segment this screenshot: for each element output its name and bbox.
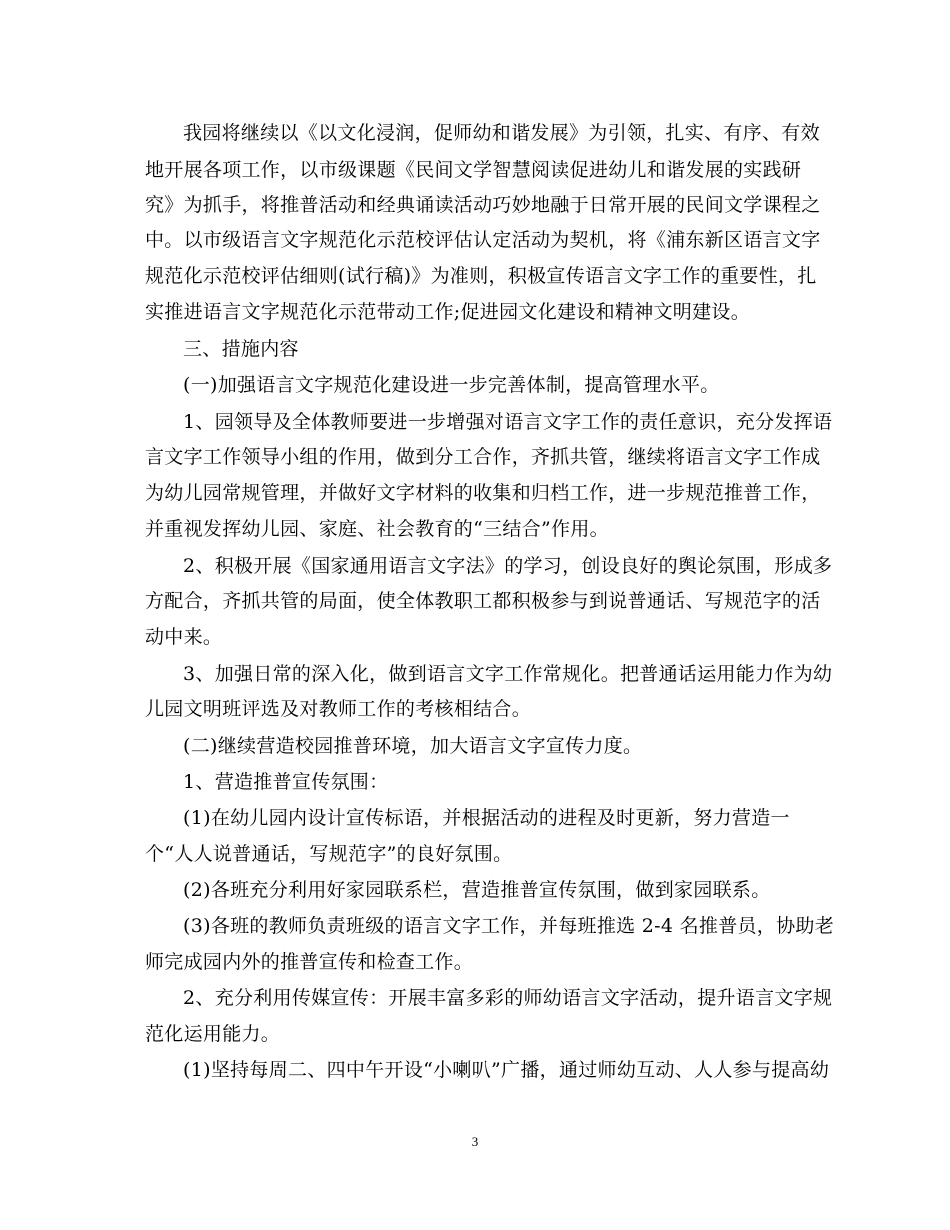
- paragraph-line: 师完成园内外的推普宣传和检查工作。: [145, 951, 474, 973]
- page-number: 3: [471, 1134, 479, 1149]
- paragraph-line: 我园将继续以《以文化浸润，促师幼和谐发展》为引领，扎实、有序、有效: [183, 122, 820, 144]
- paragraph-line: 方配合，齐抓共管的局面，使全体教职工都积极参与到说普通话、写规范字的活: [145, 590, 821, 612]
- paragraph-line: (1)在幼儿园内设计宣传标语，并根据活动的进程及时更新，努力营造一: [183, 807, 790, 829]
- paragraph-line: 1、营造推普宣传氛围：: [183, 771, 389, 793]
- paragraph-line: 3、加强日常的深入化，做到语言文字工作常规化。把普通话运用能力作为幼: [183, 663, 833, 685]
- paragraph-line: 地开展各项工作，以市级课题《民间文学智慧阅读促进幼儿和谐发展的实践研: [145, 159, 802, 181]
- subsection-heading: (二)继续营造校园推普环境，加大语言文字宣传力度。: [183, 735, 643, 757]
- section-heading: 三、措施内容: [183, 338, 299, 360]
- paragraph-line: 中。以市级语言文字规范化示范校评估认定活动为契机，将《浦东新区语言文字: [145, 229, 821, 251]
- paragraph-line: 规范化示范校评估细则(试行稿)》为准则，积极宣传语言文字工作的重要性，扎: [145, 265, 817, 287]
- paragraph-line: 2、积极开展《国家通用语言文字法》的学习，创设良好的舆论氛围，形成多: [183, 555, 833, 577]
- paragraph-line: 实推进语言文字规范化示范带动工作;促进园文化建设和精神文明建设。: [145, 301, 751, 323]
- paragraph-line: 儿园文明班评选及对教师工作的考核相结合。: [145, 698, 532, 720]
- paragraph-line: 动中来。: [145, 626, 223, 648]
- paragraph-line: 究》为抓手，将推普活动和经典诵读活动巧妙地融于日常开展的民间文学课程之: [145, 194, 821, 216]
- paragraph-line: 1、园领导及全体教师要进一步增强对语言文字工作的责任意识，充分发挥语: [183, 411, 833, 433]
- paragraph-line: (1)坚持每周二、四中午开设“小喇叭”广播，通过师幼互动、人人参与提高幼: [183, 1059, 830, 1081]
- paragraph-line: 为幼儿园常规管理，并做好文字材料的收集和归档工作，进一步规范推普工作，: [145, 482, 821, 504]
- paragraph-line: 2、充分利用传媒宣传：开展丰富多彩的师幼语言文字活动，提升语言文字规: [183, 987, 833, 1009]
- subsection-heading: (一)加强语言文字规范化建设进一步完善体制，提高管理水平。: [183, 374, 720, 396]
- paragraph-line: (2)各班充分利用好家园联系栏，营造推普宣传氛围，做到家园联系。: [183, 879, 771, 901]
- paragraph-line: 个“人人说普通话，写规范字”的良好氛围。: [145, 843, 513, 865]
- paragraph-line: 言文字工作领导小组的作用，做到分工合作，齐抓共管，继续将语言文字工作成: [145, 446, 821, 468]
- paragraph-line: (3)各班的教师负责班级的语言文字工作，并每班推选 2-4 名推普员，协助老: [183, 915, 834, 937]
- paragraph-line: 范化运用能力。: [145, 1023, 281, 1045]
- paragraph-line: 并重视发挥幼儿园、家庭、社会教育的“三结合”作用。: [145, 518, 609, 540]
